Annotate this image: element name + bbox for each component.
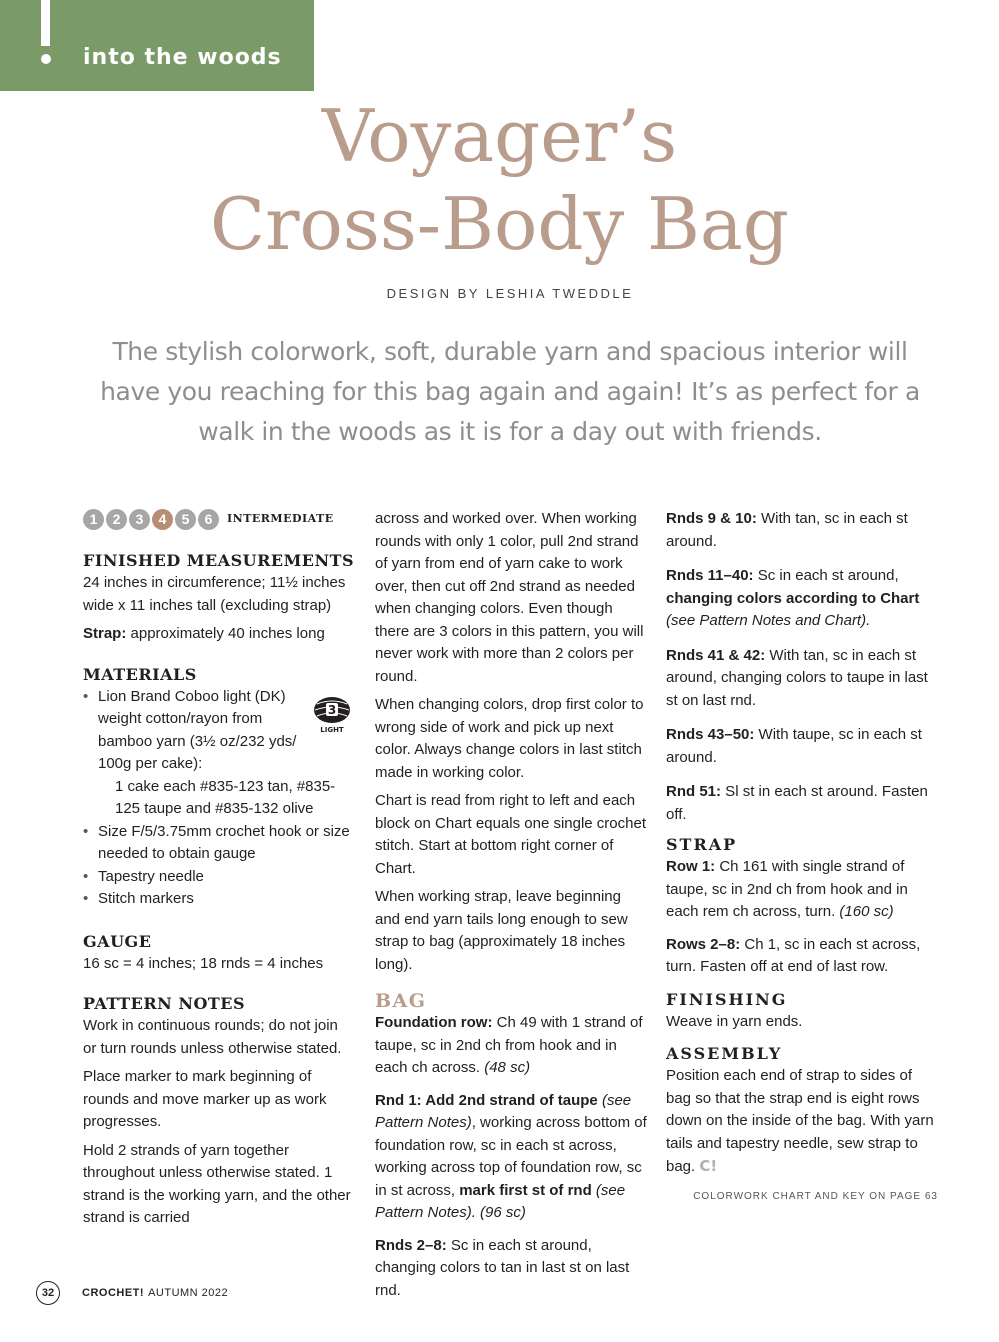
column-3 [666, 508, 938, 1185]
strap-length-label: Strap: [83, 625, 127, 642]
assembly-body: Position each end of strap to sides of bag so that the strap end is eight rows down on the inside of the bag. With yarn tails and tapestry needle, sew strap to bag. [666, 1067, 934, 1175]
pattern-note: Place marker to mark beginning of rounds and move marker up as work progresses. [83, 1068, 327, 1130]
round-51-label: Rnd 51: [666, 783, 722, 800]
pattern-note: When working strap, leave beginning and end yarn tails long enough to sew strap to bag (approximately 18 inches long). [375, 888, 628, 973]
skill-level-dot: 3 [129, 509, 150, 530]
finished-measurements-heading: FINISHED MEASUREMENTS [83, 551, 355, 570]
issue-label: AUTUMN 2022 [148, 1287, 229, 1299]
assembly-heading: ASSEMBLY [666, 1044, 783, 1063]
gauge-heading: GAUGE [83, 931, 152, 951]
round-1-label: Rnd 1: Add 2nd strand of taupe [375, 1091, 598, 1109]
pattern-notes-heading: PATTERN NOTES [83, 994, 246, 1013]
skill-level-label: INTERMEDIATE [227, 511, 334, 525]
finishing-heading: FINISHING [666, 989, 788, 1009]
magazine-name: CROCHET! [82, 1287, 145, 1299]
finished-measurements-text: 24 inches in circumference; 11½ inches wide x 11 inches tall (excluding strap) [83, 574, 346, 614]
rounds-43-50-text: With taupe, sc in each st around. [666, 726, 922, 766]
strap-row-1-label: Row 1: [666, 858, 716, 875]
rounds-9-10-text: With tan, sc in each st around. [666, 510, 908, 550]
strap-length-text: approximately 40 inches long [126, 625, 325, 642]
strap-heading: STRAP [666, 835, 738, 854]
rounds-11-40-label: Rnds 11–40: [666, 567, 754, 584]
gauge-text: 16 sc = 4 inches; 18 rnds = 4 inches [83, 954, 324, 972]
yarn-weight-label: LIGHT [320, 725, 344, 734]
yarn-weight-icon [312, 694, 352, 734]
foundation-row-text: Ch 49 with 1 strand of taupe, sc in 2nd ch from hook and in each ch across. [375, 1014, 643, 1076]
column-1 [83, 508, 355, 1236]
page-title [0, 92, 999, 268]
rounds-2-8-text: Sc in each st around, changing colors to tan in last st on last rnd. [375, 1236, 630, 1299]
round-1-ref: (see Pattern Notes) [375, 1091, 632, 1131]
foundation-row [375, 1012, 650, 1080]
round-1-text: , working across bottom of foundation row, sc in each st across, working across top of foundation row, sc in st across, [375, 1114, 647, 1199]
skill-level-dot: 1 [83, 509, 104, 530]
exclamation-bar-icon [41, 0, 50, 46]
list-item: 1 cake each #835-123 tan, #835-125 taupe and #835-132 olive [115, 777, 336, 817]
rounds-41-42 [666, 645, 938, 713]
section-label: into the woods [83, 45, 282, 70]
yarn-weight-number: 3 [327, 702, 337, 717]
strap-length [83, 623, 355, 646]
column-2 [375, 508, 650, 1308]
skill-level-dot: 6 [198, 509, 219, 530]
title-line-1: Voyager’s [321, 94, 678, 178]
list-item: • Stitch markers [83, 888, 355, 911]
finishing-text: Weave in yarn ends. [666, 1012, 803, 1030]
foundation-row-label: Foundation row: [375, 1014, 493, 1031]
skill-level-dot-active: 4 [152, 509, 173, 530]
list-item: • Lion Brand Coboo light (DK) weight cotton/rayon from bamboo yarn (3½ oz/232 yds/ 100g per cake): [83, 686, 298, 776]
materials-section [83, 664, 355, 911]
chart-reference: COLORWORK CHART AND KEY ON PAGE 63 [693, 1191, 938, 1202]
rounds-41-42-label: Rnds 41 & 42: [666, 646, 766, 664]
page-footer [36, 1281, 228, 1305]
strap-row-1-count: (160 sc) [839, 903, 894, 920]
skill-level-dot: 5 [175, 509, 196, 530]
rounds-9-10-label: Rnds 9 & 10: [666, 510, 757, 527]
strap-row-1-text: Ch 161 with single strand of taupe, sc in 2nd ch from hook and in each rem ch across, turn. [666, 858, 908, 920]
rounds-2-8-label: Rnds 2–8: [375, 1236, 447, 1254]
round-1-bold: mark first st of rnd [459, 1181, 592, 1199]
materials-heading: MATERIALS [83, 664, 197, 684]
intro-text: The stylish colorwork, soft, durable yarn and spacious interior will have you reaching for this bag again and again! It’s as perfect for a walk in the woods as it is for a day out with friends. [100, 337, 920, 446]
list-item: • Size F/5/3.75mm crochet hook or size needed to obtain gauge [83, 821, 355, 866]
rounds-43-50-label: Rnds 43–50: [666, 726, 755, 743]
rounds-11-40 [666, 565, 938, 633]
assembly-text [666, 1065, 938, 1179]
rounds-2-8 [375, 1235, 650, 1303]
rounds-41-42-text: With tan, sc in each st around, changing colors to taupe in last st on last rnd. [666, 646, 928, 709]
skill-level-dot: 2 [106, 509, 127, 530]
pattern-note: across and worked over. When working rounds with only 1 color, pull 2nd strand of yarn from end of yarn cake to work over, then cut off 2nd strand as needed when changing colors. Even though there are 3 colors in this pattern, you will never work with more than 2 colors per round. [375, 510, 644, 685]
foundation-row-count: (48 sc) [484, 1059, 531, 1076]
strap-rows-2-8 [666, 934, 938, 979]
rounds-9-10 [666, 508, 938, 553]
bag-heading: BAG [375, 990, 427, 1012]
skill-level [83, 508, 355, 530]
rounds-11-40-text: Sc in each st around, [753, 567, 899, 584]
round-1 [375, 1090, 650, 1225]
pattern-note: When changing colors, drop first color to wrong side of work and pick up next color. Always change colors in last stitch made in working color. [375, 696, 644, 781]
round-51-text: Sl st in each st around. Fasten off. [666, 783, 928, 823]
list-item: • Tapestry needle [83, 866, 355, 889]
designer-byline: DESIGN BY LESHIA TWEDDLE [386, 286, 634, 301]
exclamation-dot-icon [41, 54, 51, 64]
round-1-end: (see Pattern Notes). (96 sc) [375, 1181, 626, 1221]
rounds-11-40-end: (see Pattern Notes and Chart). [666, 612, 871, 629]
page-number: 32 [36, 1281, 60, 1305]
strap-rows-2-8-text: Ch 1, sc in each st across, turn. Fasten off at end of last row. [666, 935, 921, 975]
pattern-note: Hold 2 strands of yarn together throughout unless otherwise stated. 1 strand is the working yarn, and the other strand is carried [83, 1141, 351, 1226]
section-tab [0, 0, 314, 91]
pattern-note: Work in continuous rounds; do not join or turn rounds unless otherwise stated. [83, 1017, 342, 1057]
strap-row-1 [666, 856, 938, 924]
end-mark-logo: C! [699, 1157, 718, 1175]
rounds-43-50 [666, 724, 938, 769]
pattern-note: Chart is read from right to left and each block on Chart equals one single crochet stitch. Start at bottom right corner of Chart. [375, 792, 646, 877]
rounds-11-40-bold: changing colors according to Chart [666, 589, 920, 607]
round-51 [666, 781, 938, 826]
strap-rows-2-8-label: Rows 2–8: [666, 935, 741, 953]
title-line-2: Cross-Body Bag [210, 182, 789, 266]
